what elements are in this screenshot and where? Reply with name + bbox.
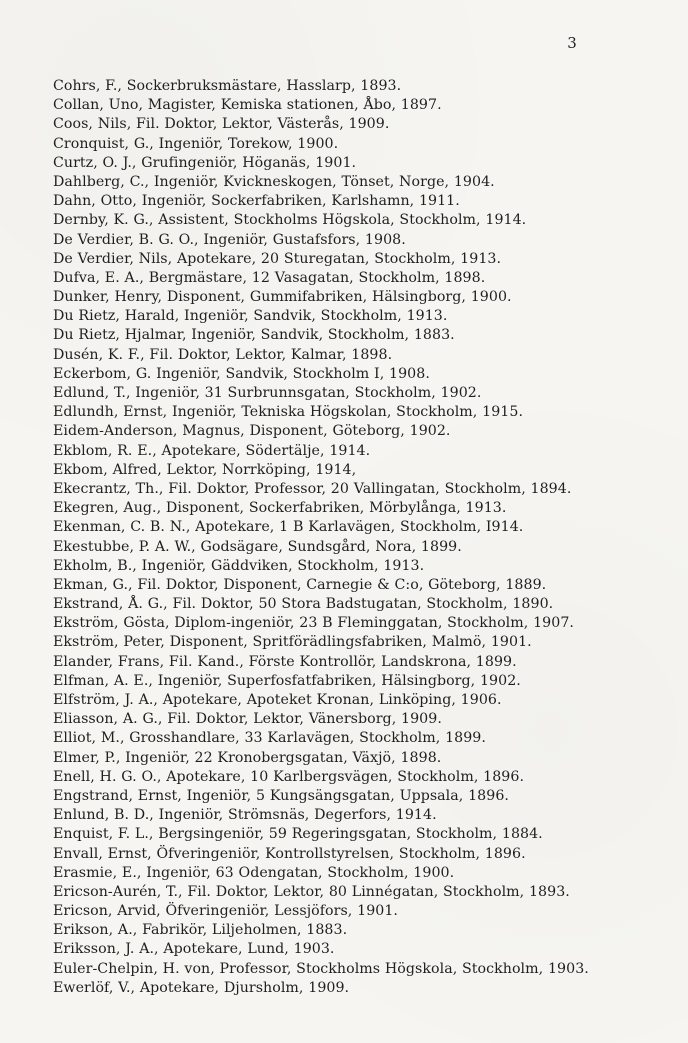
list-item: Eliasson, A. G., Fil. Doktor, Lektor, Vänersborg, 1909. — [53, 711, 442, 728]
list-item: Edlundh, Ernst, Ingeniör, Tekniska Högskolan, Stockholm, 1915. — [53, 404, 523, 421]
list-item: Eriksson, J. A., Apotekare, Lund, 1903. — [53, 941, 335, 958]
list-item: Ekman, G., Fil. Doktor, Disponent, Carnegie & C:o, Göteborg, 1889. — [53, 576, 547, 593]
list-item: Dernby, K. G., Assistent, Stockholms Högskola, Stockholm, 1914. — [53, 212, 527, 229]
list-item: Elander, Frans, Fil. Kand., Förste Kontrollör, Landskrona, 1899. — [53, 653, 517, 670]
list-item: Ekholm, B., Ingeniör, Gäddviken, Stockholm, 1913. — [53, 557, 425, 574]
list-item: Dusén, K. F., Fil. Doktor, Lektor, Kalmar, 1898. — [53, 346, 393, 363]
list-item: Ekström, Gösta, Diplom-ingeniör, 23 B Fleminggatan, Stockholm, 1907. — [53, 615, 574, 632]
page-number: 3 — [567, 34, 577, 52]
list-item: Dahn, Otto, Ingeniör, Sockerfabriken, Karlshamn, 1911. — [53, 193, 460, 210]
list-item: Ericson, Arvid, Öfveringeniör, Lessjöfors, 1901. — [53, 903, 398, 920]
list-item: Enquist, F. L., Bergsingeniör, 59 Regeringsgatan, Stockholm, 1884. — [53, 826, 543, 843]
list-item: Elmer, P., Ingeniör, 22 Kronobergsgatan, Växjö, 1898. — [53, 749, 442, 766]
list-item: Ekbom, Alfred, Lektor, Norrköping, 1914, — [53, 461, 357, 478]
list-item: Elfström, J. A., Apotekare, Apoteket Kronan, Linköping, 1906. — [53, 692, 502, 708]
list-item: Erasmie, E., Ingeniör, 63 Odengatan, Stockholm, 1900. — [53, 864, 455, 881]
list-item: Ekblom, R. E., Apotekare, Södertälje, 1914. — [53, 442, 371, 459]
list-item: Dahlberg, C., Ingeniör, Kvickneskogen, Tönset, Norge, 1904. — [53, 173, 495, 190]
list-item: Elliot, M., Grosshandlare, 33 Karlavägen, Stockholm, 1899. — [53, 730, 486, 747]
list-item: Ekenman, C. B. N., Apotekare, 1 B Karlavägen, Stockholm, I914. — [53, 519, 524, 536]
list-item: Ekegren, Aug., Disponent, Sockerfabriken, Mörbylånga, 1913. — [53, 500, 507, 517]
list-item: Enlund, B. D., Ingeniör, Strömsnäs, Degerfors, 1914. — [53, 807, 437, 824]
list-item: Ekström, Peter, Disponent, Spritförädlingsfabriken, Malmö, 1901. — [53, 634, 532, 651]
list-item: Elfman, A. E., Ingeniör, Superfosfatfabriken, Hälsingborg, 1902. — [53, 672, 521, 689]
list-item: Du Rietz, Hjalmar, Ingeniör, Sandvik, Stockholm, 1883. — [53, 327, 455, 344]
list-item: Ewerlöf, V., Apotekare, Djursholm, 1909. — [53, 979, 350, 996]
list-item: De Verdier, B. G. O., Ingeniör, Gustafsfors, 1908. — [53, 231, 406, 248]
list-item: Envall, Ernst, Öfveringeniör, Kontrollstyrelsen, Stockholm, 1896. — [53, 845, 526, 862]
list-item: Dufva, E. A., Bergmästare, 12 Vasagatan, Stockholm, 1898. — [53, 269, 486, 286]
list-item: Enell, H. G. O., Apotekare, 10 Karlbergsvägen, Stockholm, 1896. — [53, 768, 525, 785]
list-item: Euler-Chelpin, H. von, Professor, Stockholms Högskola, Stockholm, 1903. — [53, 960, 589, 977]
list-item: Curtz, O. J., Grufingeniör, Höganäs, 1901. — [53, 154, 357, 171]
list-item: Eckerbom, G. Ingeniör, Sandvik, Stockholm I, 1908. — [53, 365, 430, 382]
list-item: Ericson-Aurén, T., Fil. Doktor, Lektor, 80 Linnégatan, Stockholm, 1893. — [53, 883, 570, 900]
list-item: Erikson, A., Fabrikör, Liljeholmen, 1883. — [53, 922, 348, 939]
list-item: Ekestubbe, P. A. W., Godsägare, Sundsgård, Nora, 1899. — [53, 538, 462, 555]
list-item: Du Rietz, Harald, Ingeniör, Sandvik, Stockholm, 1913. — [53, 308, 448, 325]
list-item: Cohrs, F., Sockerbruksmästare, Hasslarp, 1893. — [53, 78, 402, 94]
list-item: Edlund, T., Ingeniör, 31 Surbrunnsgatan, Stockholm, 1902. — [53, 385, 482, 401]
list-item: Collan, Uno, Magister, Kemiska stationen, Åbo, 1897. — [53, 97, 442, 114]
list-item: Engstrand, Ernst, Ingeniör, 5 Kungsängsgatan, Uppsala, 1896. — [53, 787, 509, 804]
list-item: Eidem-Anderson, Magnus, Disponent, Göteborg, 1902. — [53, 423, 451, 440]
list-item: Cronquist, G., Ingeniör, Torekow, 1900. — [53, 135, 339, 152]
list-item: Ekstrand, Å. G., Fil. Doktor, 50 Stora Badstugatan, Stockholm, 1890. — [53, 596, 554, 613]
list-item: Coos, Nils, Fil. Doktor, Lektor, Västerås, 1909. — [53, 116, 390, 133]
list-item: Ekecrantz, Th., Fil. Doktor, Professor, 20 Vallingatan, Stockholm, 1894. — [53, 480, 572, 497]
list-item: Dunker, Henry, Disponent, Gummifabriken, Hälsingborg, 1900. — [53, 289, 512, 306]
list-item: De Verdier, Nils, Apotekare, 20 Sturegatan, Stockholm, 1913. — [53, 250, 502, 267]
member-list — [53, 77, 643, 998]
